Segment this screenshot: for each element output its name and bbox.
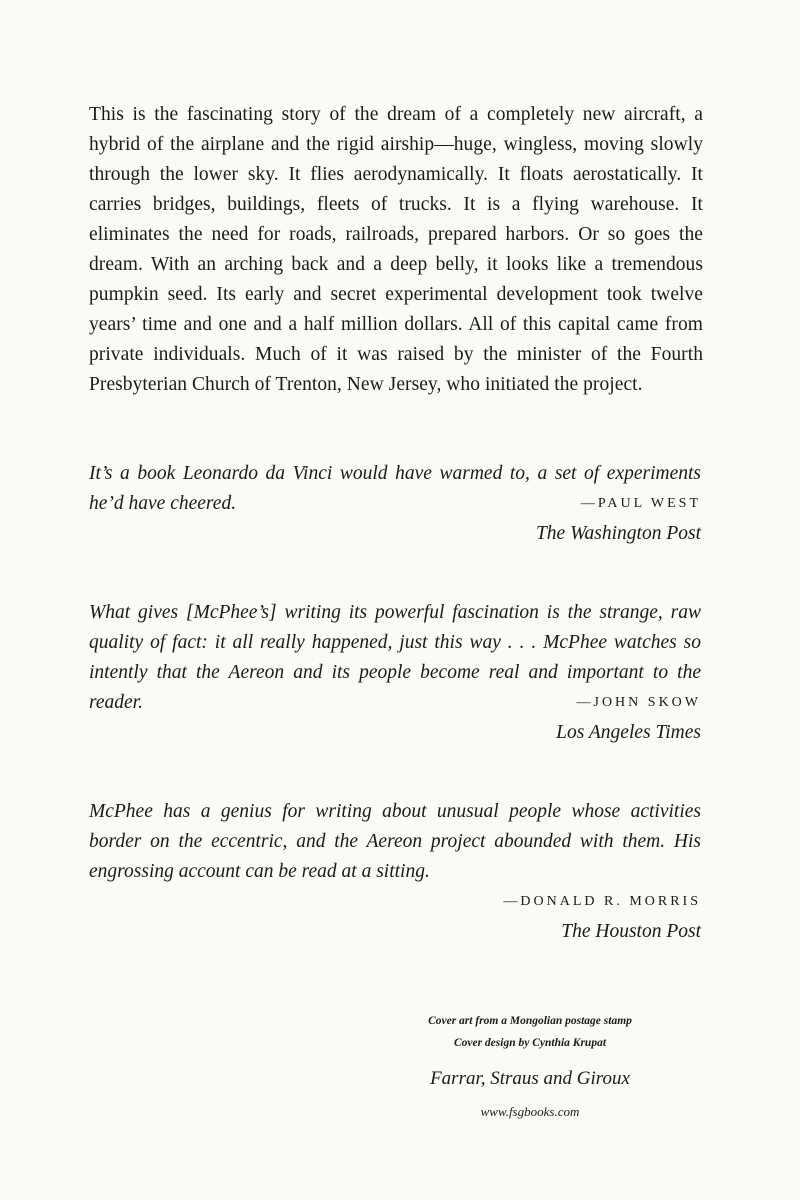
quote-text: What gives [McPhee’s] writing its powerful fascination is the strange, raw quality of fact: it all really happened, just this way . . . McPhee watches so intently that the Aereon and its people become real and important to the reader. — [89, 602, 701, 713]
quote-source: The Washington Post — [535, 523, 701, 544]
review-quote-1 — [89, 459, 701, 549]
cover-art-credit: Cover art from a Mongolian postage stamp — [428, 1015, 632, 1027]
quote-text: McPhee has a genius for writing about unusual people whose activities border on the eccentric, and the Aereon project abounded with them. His engrossing account can be read at a sitting. — [89, 801, 701, 882]
quote-source: The Houston Post — [561, 921, 701, 942]
quote-text: It’s a book Leonardo da Vinci would have warmed to, a set of experiments he’d have cheered. — [89, 463, 701, 514]
quote-author: —JOHN SKOW — [576, 695, 701, 710]
credits-block — [380, 1010, 680, 1124]
review-quote-3 — [89, 797, 701, 947]
quote-author: —DONALD R. MORRIS — [503, 894, 701, 909]
publisher-name: Farrar, Straus and Giroux — [430, 1068, 630, 1089]
quote-source: Los Angeles Times — [556, 722, 701, 743]
cover-design-credit: Cover design by Cynthia Krupat — [453, 1037, 607, 1049]
review-quote-2 — [89, 598, 701, 748]
quote-author: —PAUL WEST — [580, 496, 701, 511]
publisher-website: www.fsgbooks.com — [480, 1104, 580, 1119]
book-synopsis: This is the fascinating story of the dream of a completely new aircraft, a hybrid of the airplane and the rigid airship—huge, wingless, moving slowly through the lower sky. It flies aerodynamically. It floats aerostatically. It carries bridges, buildings, fleets of trucks. It is a flying warehouse. It eliminates the need for roads, railroads, prepared harbors. Or so goes the dream. With an arching back and a deep belly, it looks like a tremendous pumpkin seed. Its early and secret experimental development took twelve years’ time and one and a half million dollars. All of this capital came from private individuals. Much of it was raised by the minister of the Fourth Presbyterian Church of Trenton, New Jersey, who initiated the project. — [89, 103, 703, 395]
